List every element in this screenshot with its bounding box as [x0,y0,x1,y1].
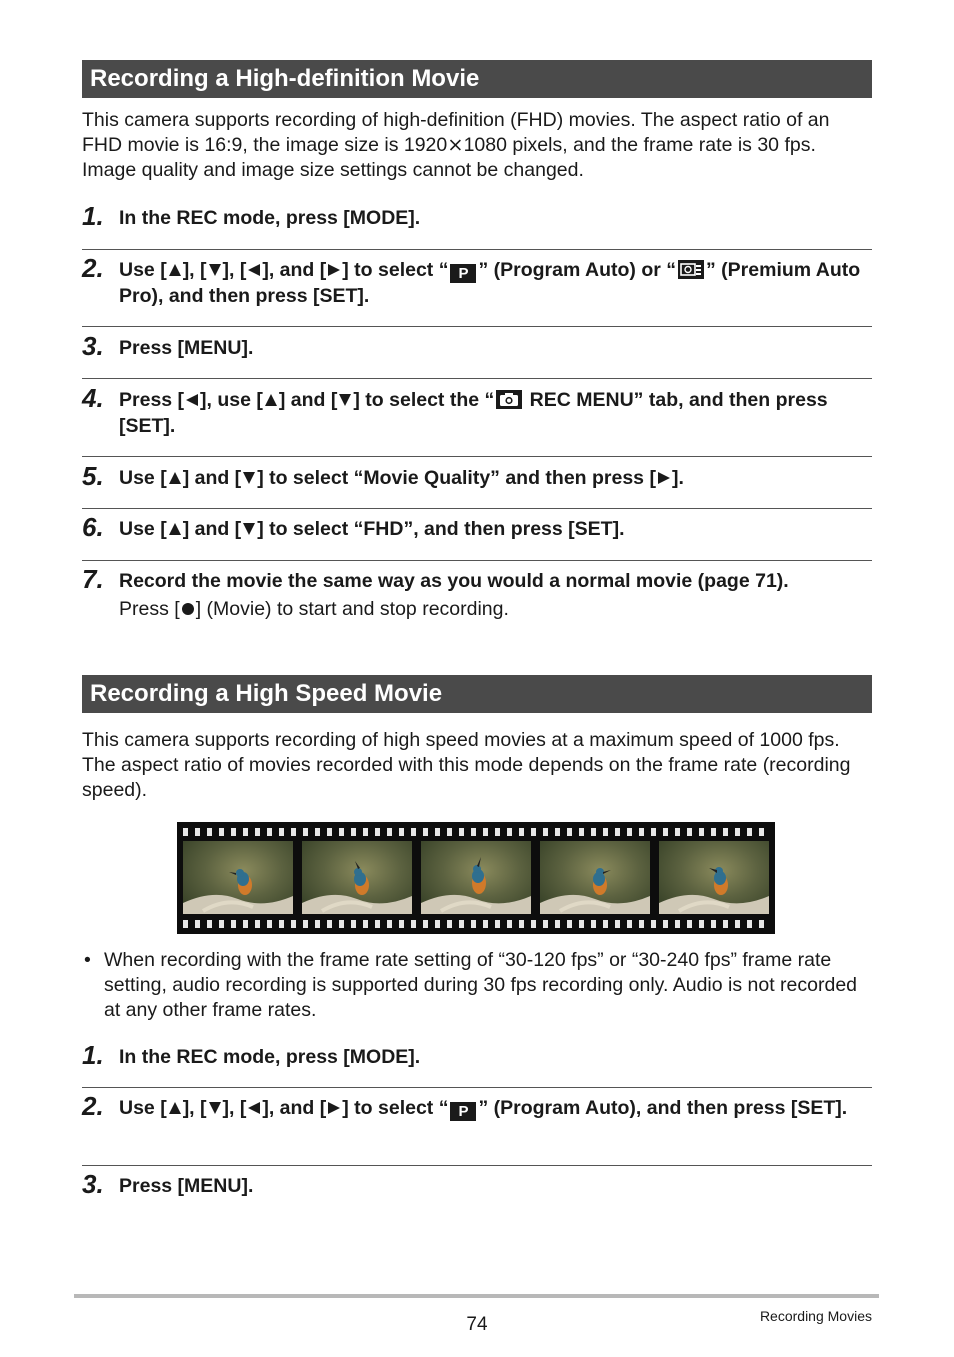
bullet-dot: • [84,949,91,971]
film-perforations-bottom [183,920,769,928]
step-number: 1. [82,1040,104,1070]
triangle-down-icon [208,1101,222,1115]
section-title-high-definition: Recording a High-definition Movie [82,60,872,98]
footer-section-label: Recording Movies [759,1308,872,1324]
film-frame-kingfisher [302,841,412,914]
step-number: 7. [82,564,104,594]
triangle-left-icon [247,263,261,277]
step-number: 4. [82,383,104,413]
step-divider [82,1165,872,1166]
triangle-down-icon [242,471,256,485]
film-frame-kingfisher [421,841,531,914]
step-number: 3. [82,1169,104,1199]
step-number: 3. [82,331,104,361]
s1-step-7: 7. Record the movie the same way as you would a normal movie (page 71). Press [ ] (Movie) to start and stop recording. [82,564,789,620]
triangle-right-icon [327,1101,341,1115]
premium-auto-pro-icon [678,260,704,279]
s1-step-6: 6. Use [ ] and [ ] to select “FHD”, and then press [SET]. [82,512,625,542]
step-number: 6. [82,512,104,542]
triangle-down-icon [242,522,256,536]
step-divider [82,560,872,561]
step-number: 5. [82,461,104,491]
film-frame-kingfisher [540,841,650,914]
step-divider [82,378,872,379]
record-dot-icon [181,602,195,616]
s1-step-2: 2. Use [ ], [ ], [ ], and [ ] to select “ P ” (Program Auto) or “ ” (Premium Auto Pro), and then press [SET]. [82,253,861,307]
triangle-right-icon [657,471,671,485]
s1-step-5: 5. Use [ ] and [ ] to select “Movie Quality” and then press [ ]. [82,461,684,491]
triangle-left-icon [247,1101,261,1115]
high-speed-note: • When recording with the frame rate setting of “30-120 fps” or “30-240 fps” frame rate setting, audio recording is supported during 30 fps recording only. Audio is not recorded at any other frame rates. [84,949,858,1021]
s1-step-3: 3. Press [MENU]. [82,331,254,361]
triangle-up-icon [264,393,278,407]
step-divider [82,249,872,250]
triangle-up-icon [168,263,182,277]
step-number: 1. [82,201,104,231]
triangle-up-icon [168,471,182,485]
triangle-down-icon [208,263,222,277]
triangle-right-icon [327,263,341,277]
program-auto-icon: P [450,1102,476,1121]
film-perforations-top [183,828,769,836]
triangle-up-icon [168,1101,182,1115]
film-frame-kingfisher [183,841,293,914]
triangle-down-icon [338,393,352,407]
step-divider [82,1087,872,1088]
step-divider [82,326,872,327]
s2-step-2: 2. Use [ ], [ ], [ ], and [ ] to select “ P ” (Program Auto), and then press [SET]. [82,1091,848,1121]
triangle-left-icon [185,393,199,407]
film-strip-image [177,822,775,934]
step-number: 2. [82,253,104,283]
triangle-up-icon [168,522,182,536]
section-title-high-speed: Recording a High Speed Movie [82,675,872,713]
footer-rule [74,1294,879,1298]
section2-intro: This camera supports recording of high speed movies at a maximum speed of 1000 fps. The aspect ratio of movies recorded with this mode depends on the frame rate (recording speed). [82,729,851,801]
program-auto-icon: P [450,264,476,283]
step-number: 2. [82,1091,104,1121]
film-frame-kingfisher [659,841,769,914]
camera-icon [496,390,522,409]
s1-step-1: 1. In the REC mode, press [MODE]. [82,201,421,231]
step-divider [82,456,872,457]
step-divider [82,508,872,509]
s1-step-4: 4. Press [ ], use [ ] and [ ] to select the “ REC MENU” tab, and then press [SET]. [82,383,828,437]
s2-step-3: 3. Press [MENU]. [82,1169,254,1199]
s2-step-1: 1. In the REC mode, press [MODE]. [82,1040,421,1070]
section1-intro: This camera supports recording of high-definition (FHD) movies. The aspect ratio of an FHD movie is 16:9, the image size is 1920⨯1080 pixels, and the frame rate is 30 fps. Image quality and image size settings cannot be changed. [82,109,830,181]
page-number: 74 [466,1314,488,1335]
